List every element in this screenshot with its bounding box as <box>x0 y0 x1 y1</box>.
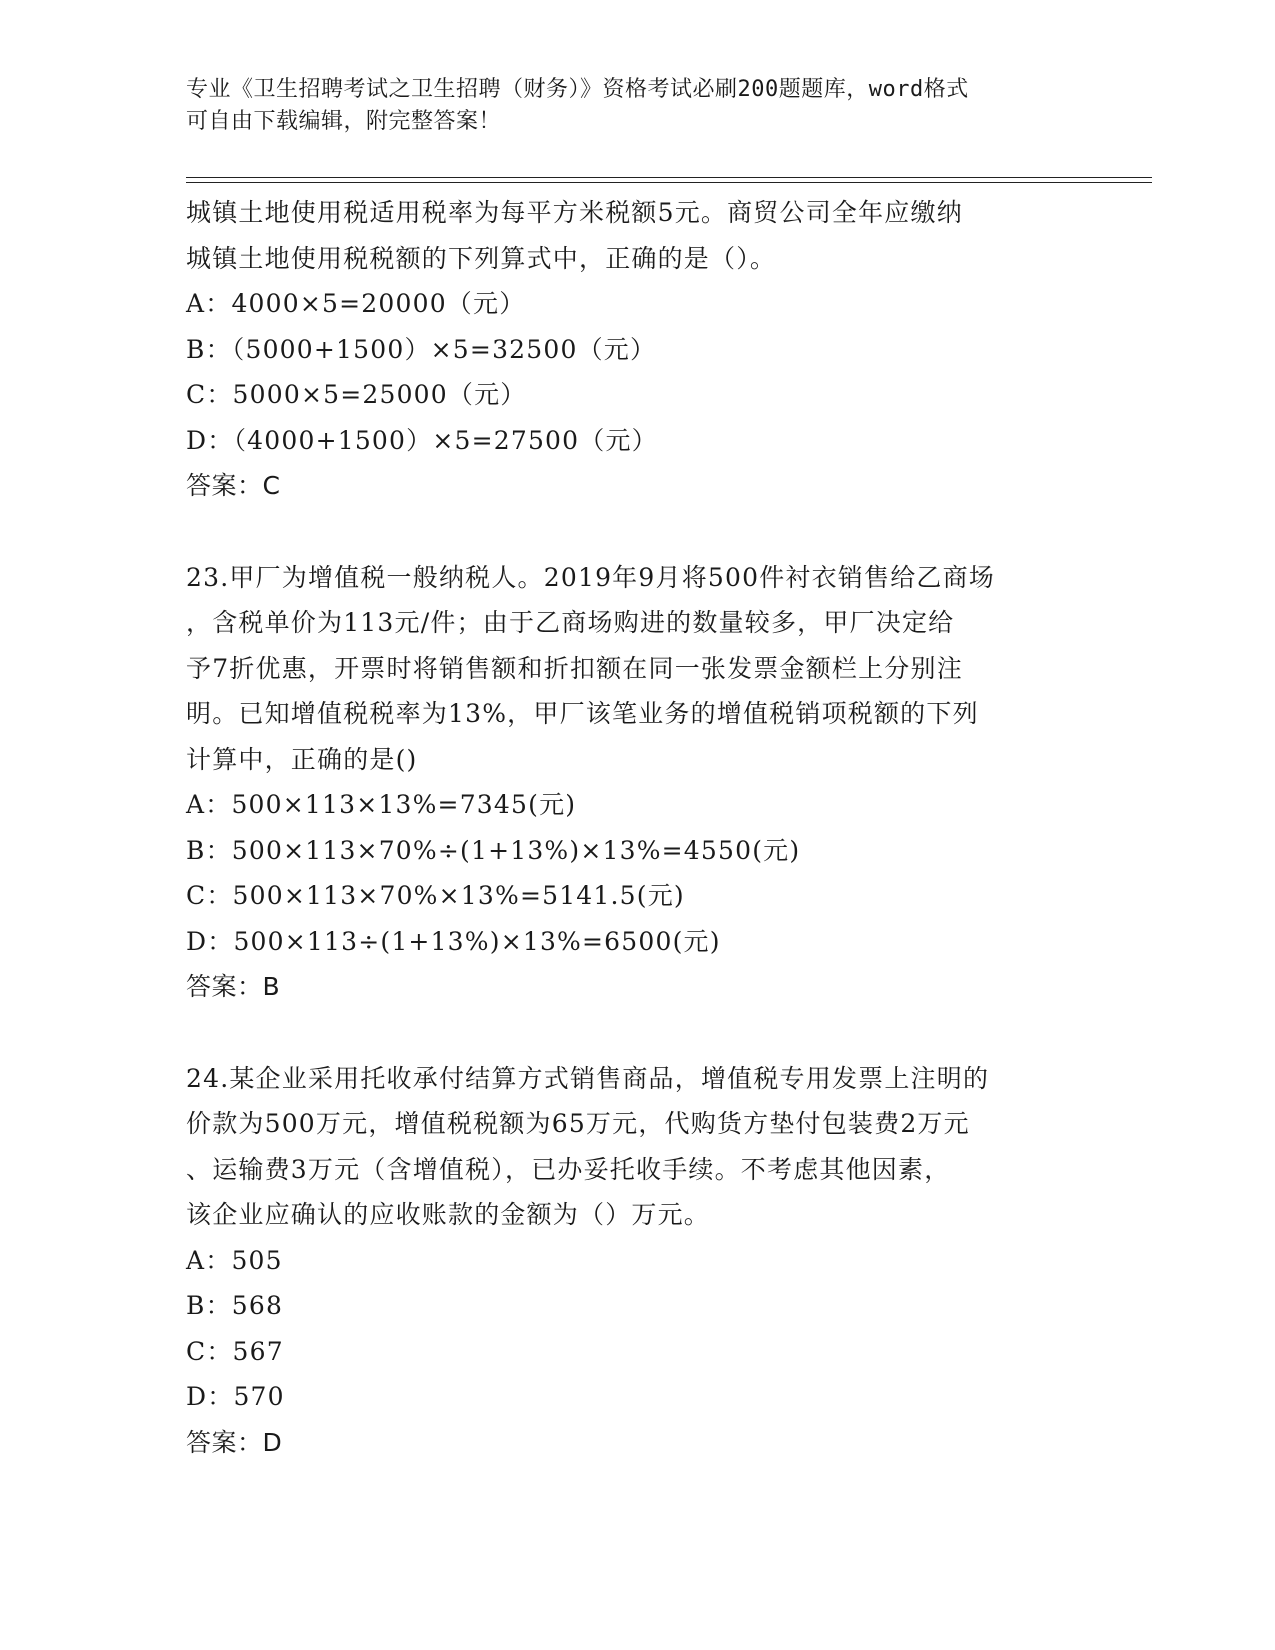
question-22 <box>186 190 1086 509</box>
answer-line: 答案：C <box>186 471 281 500</box>
question-23 <box>186 555 1086 1010</box>
option-d: D：570 <box>186 1382 285 1411</box>
option-a: A：505 <box>186 1245 283 1275</box>
option-c: C：500×113×70%×13%=5141.5(元) <box>186 881 685 910</box>
option-b: B：500×113×70%÷(1+13%)×13%=4550(元) <box>186 835 801 865</box>
question-stem-line: 、运输费3万元（含增值税），已办妥托收手续。不考虑其他因素， <box>186 1154 951 1184</box>
option-c: C：567 <box>186 1336 284 1366</box>
question-stem-line: 24.某企业采用托收承付结算方式销售商品，增值税专用发票上注明的 <box>186 1063 990 1093</box>
question-stem-line: 计算中，正确的是() <box>186 744 418 774</box>
answer-line: 答案：B <box>186 972 281 1001</box>
question-stem-line: 明。已知增值税税率为13%，甲厂该笔业务的增值税销项税额的下列 <box>186 699 979 728</box>
question-stem-line: 该企业应确认的应收账款的金额为（）万元。 <box>186 1200 711 1229</box>
spacer <box>186 1010 1086 1056</box>
header-line-1: 专业《卫生招聘考试之卫生招聘（财务）》资格考试必刷200题题库，word格式 <box>186 77 969 102</box>
option-d: D：（4000+1500）×5=27500（元） <box>186 425 658 455</box>
option-a: A：4000×5=20000（元） <box>186 289 526 318</box>
question-stem-line: 城镇土地使用税税额的下列算式中，正确的是（）。 <box>186 243 777 273</box>
question-stem-line: 城镇土地使用税适用税率为每平方米税额5元。商贸公司全年应缴纳 <box>186 198 963 227</box>
question-24 <box>186 1056 1086 1466</box>
question-content <box>186 190 1086 1465</box>
header-line-2: 可自由下载编辑，附完整答案！ <box>186 109 502 134</box>
option-b: B：（5000+1500）×5=32500（元） <box>186 334 657 364</box>
question-stem-line: ，含税单价为113元/件；由于乙商场购进的数量较多，甲厂决定给 <box>186 608 955 637</box>
option-a: A：500×113×13%=7345(元) <box>186 790 577 819</box>
question-stem-line: 予7折优惠，开票时将销售额和折扣额在同一张发票金额栏上分别注 <box>186 653 963 683</box>
question-stem-line: 23.甲厂为增值税一般纳税人。2019年9月将500件衬衣销售给乙商场 <box>186 562 996 592</box>
header-divider-bottom <box>186 182 1152 183</box>
document-header <box>186 74 1066 138</box>
question-stem-line: 价款为500万元，增值税税额为65万元，代购货方垫付包装费2万元 <box>186 1109 970 1138</box>
spacer <box>186 509 1086 555</box>
option-c: C：5000×5=25000（元） <box>186 380 527 409</box>
option-b: B：568 <box>186 1291 284 1320</box>
header-divider-top <box>186 177 1152 178</box>
option-d: D：500×113÷(1+13%)×13%=6500(元) <box>186 926 721 956</box>
answer-line: 答案：D <box>186 1427 283 1457</box>
